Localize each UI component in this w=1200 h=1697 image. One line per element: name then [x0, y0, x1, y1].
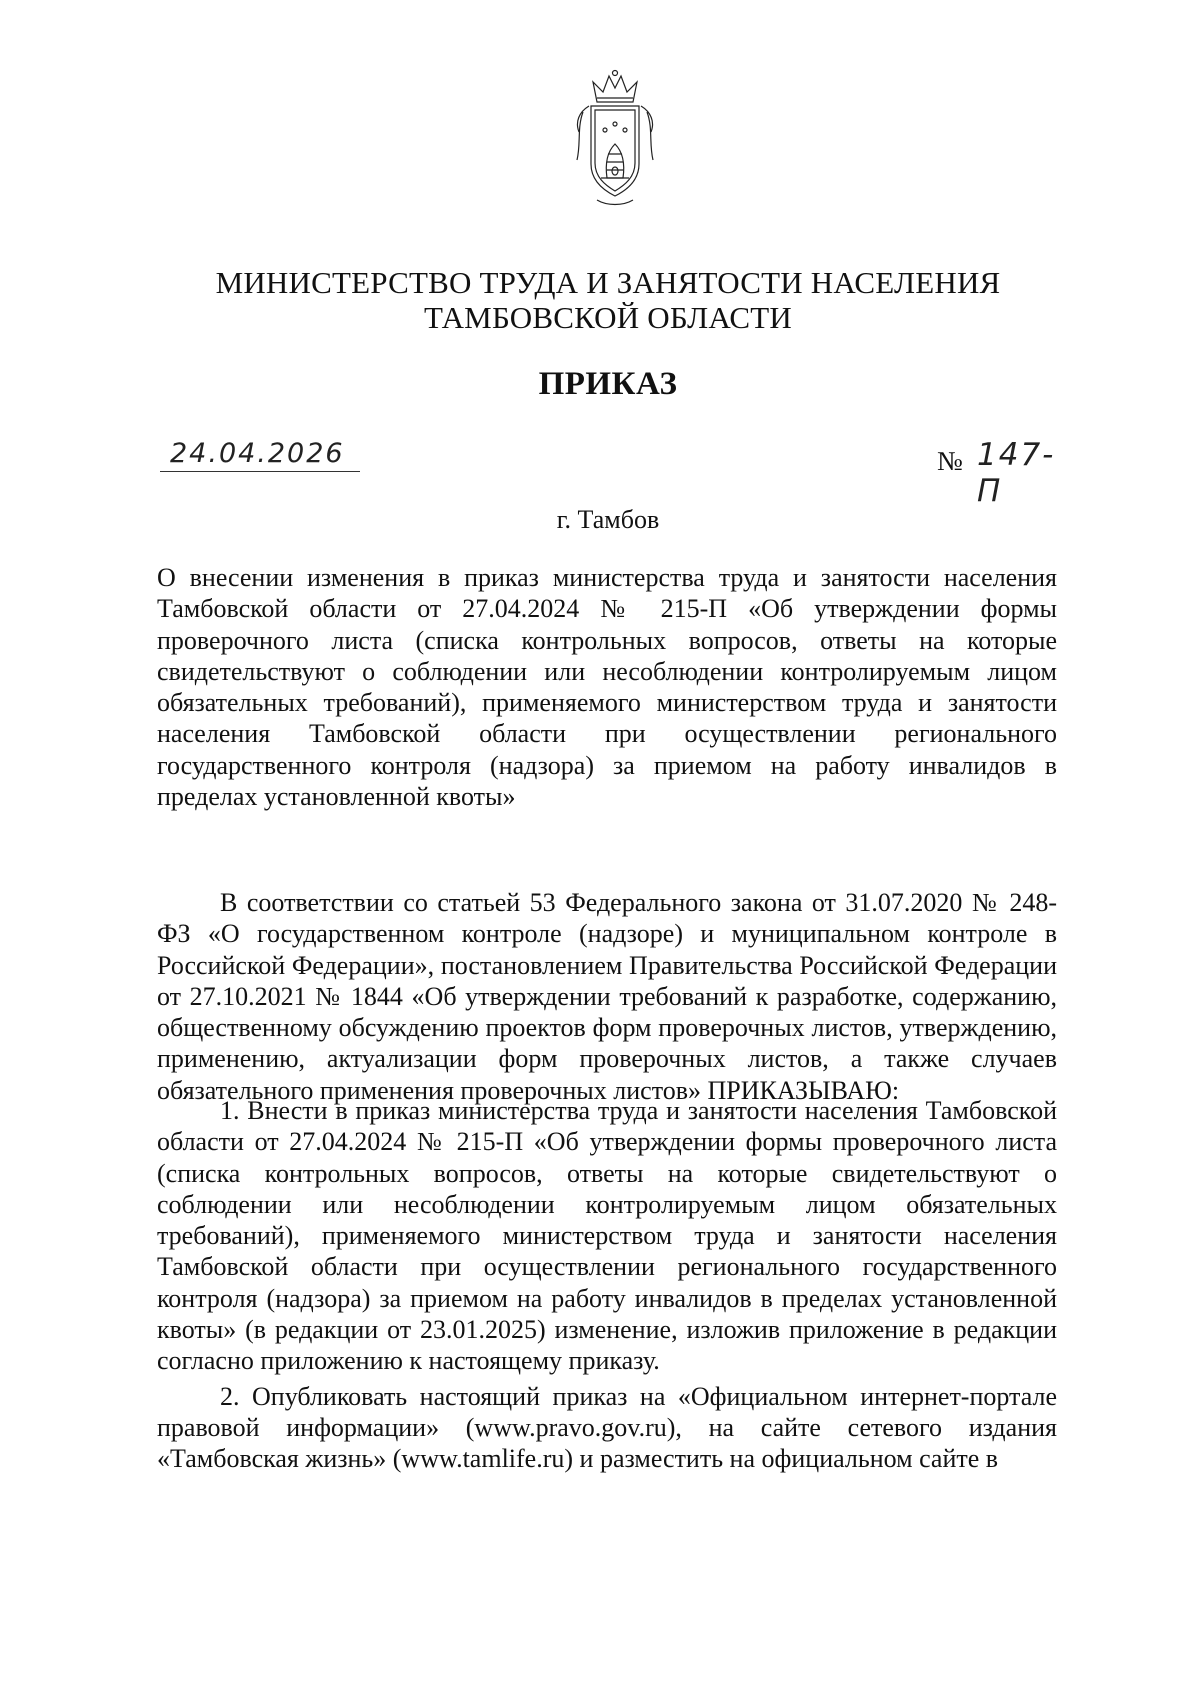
number-sign: № — [937, 446, 963, 476]
ministry-name-line-2: ТАМБОВСКОЙ ОБЛАСТИ — [424, 300, 792, 335]
order-item-2: 2. Опубликовать настоящий приказ на «Официальном интернет-портале правовой информации» (www.pravo.gov.ru), на сайте сетевого издания «Тамбовская жизнь» (www.tamlife.ru) и разместить на официальном сайте в — [157, 1381, 1057, 1474]
document-type-title: ПРИКАЗ — [538, 366, 678, 402]
preamble-paragraph: В соответствии со статьей 53 Федерального закона от 31.07.2020 № 248-ФЗ «О государственном контроле (надзоре) и муниципальном контроле в Российской Федерации», постановлением Правительства Российской Федерации от 27.10.2021 № 1844 «Об утверждении требований к разработке, содержанию, общественному обсуждению проектов форм проверочных листов, утверждению, применению, актуализации форм проверочных листов, а также случаев обязательного применения проверочных листов» ПРИКАЗЫВАЮ: — [157, 888, 1057, 1105]
order-subject: О внесении изменения в приказ министерства труда и занятости населения Тамбовской области от 27.04.2024 № 215-П «Об утверждении формы проверочного листа (списка контрольных вопросов, ответы на которые свидетельствуют о соблюдении или несоблюдении контролируемым лицом обязательных требований), применяемого министерством труда и занятости населения Тамбовской области при осуществлении регионального государственного контроля (надзора) за приемом на работу инвалидов в пределах установленной квоты» — [157, 563, 1057, 812]
order-number-handwritten: 147-П — [977, 437, 1056, 509]
order-item-1: 1. Внести в приказ министерства труда и занятости населения Тамбовской области от 27.04.2024 № 215-П «Об утверждении формы проверочного листа (списка контрольных вопросов, ответы на которые свидетельствуют о соблюдении или несоблюдении контролируемым лицом обязательных требований), применяемого министерством труда и занятости населения Тамбовской области при осуществлении регионального государственного контроля (надзора) за приемом на работу инвалидов в пределах установленной квоты» (в редакции от 23.01.2025) изменение, изложив приложение в редакции согласно приложению к настоящему приказу. — [157, 1096, 1057, 1376]
order-date-handwritten: 24.04.2026 — [170, 438, 345, 469]
order-items — [157, 1095, 1057, 1475]
tambov-coat-of-arms-icon — [567, 68, 663, 208]
order-date-field — [160, 438, 365, 478]
city-label: г. Тамбов — [556, 505, 660, 534]
ministry-name-line-1: МИНИСТЕРСТВО ТРУДА И ЗАНЯТОСТИ НАСЕЛЕНИЯ — [215, 265, 1001, 300]
coat-of-arms-emblem — [567, 68, 663, 208]
date-underline — [160, 471, 360, 472]
order-number-field — [937, 434, 1077, 509]
